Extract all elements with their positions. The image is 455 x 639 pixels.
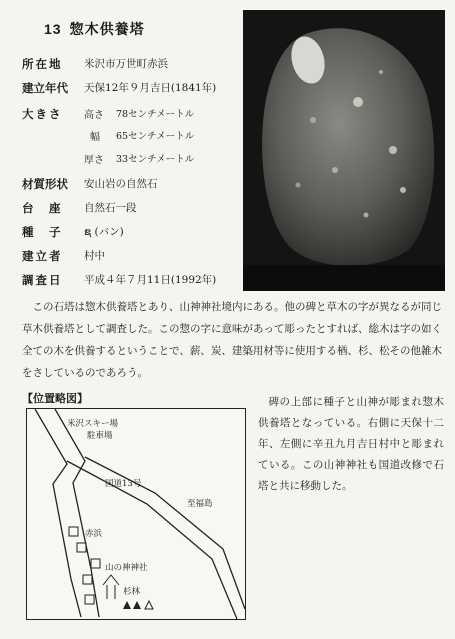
map-label-shrine: 山の神神社	[105, 563, 148, 573]
seed-label: 種 子	[22, 225, 63, 239]
thickness-value: 33センチメートル	[116, 154, 195, 165]
location-value: 米沢市万世町赤浜	[84, 58, 168, 70]
seed-value	[84, 224, 124, 239]
width-label: 幅	[90, 132, 100, 143]
width-value: 65センチメートル	[116, 131, 195, 142]
entry-name: 惣木供養塔	[69, 22, 145, 38]
size-label: 大きさ	[22, 107, 63, 121]
location-map	[26, 408, 246, 620]
side-description	[258, 392, 444, 497]
builder-label: 建立者	[22, 249, 63, 263]
map-label-akahama: 赤浜	[85, 529, 103, 539]
entry-number: 13	[44, 21, 62, 37]
description-paragraph: この石塔は惣木供養塔とあり、山神神社境内にある。他の碑と草木の字が異なるが同じ草木供養塔として調査した。この惣の字に意味があって彫ったとすれば、総木は字の如く全ての木を供養するということで、薪、炭、建築用材等に使用する楢、杉、松その他雑木をさしているのであろう。	[22, 301, 442, 379]
side-paragraph: 碑の上部に種子と山神が彫まれ惣木供養塔となっている。右側に天保十二年、左側に辛丑九月吉日村中と彫まれている。この山神神社も国道改修で石塔と共に移動した。	[258, 396, 444, 492]
map-label-ski-area: 米沢スキー場	[67, 419, 119, 429]
map-heading: 【位置略図】	[22, 392, 88, 405]
description-text	[22, 296, 442, 384]
seed-reading: (バン)	[94, 226, 124, 238]
map-label-route: 国道13号	[105, 479, 142, 489]
seed-glyph: ຊ	[84, 226, 92, 238]
survey-label: 調査日	[22, 273, 63, 287]
date-label: 建立年代	[22, 81, 68, 95]
page-title	[44, 19, 145, 39]
material-label: 材質形状	[22, 177, 68, 191]
map-label-cedar: 杉林	[123, 587, 141, 597]
date-value: 天保12年９月吉日(1841年)	[84, 82, 217, 94]
survey-value: 平成４年７月11日(1992年)	[84, 274, 217, 286]
base-label: 台 座	[22, 201, 63, 215]
material-value: 安山岩の自然石	[84, 178, 158, 190]
stone-photo	[243, 10, 445, 291]
height-label: 高さ	[84, 110, 104, 121]
height-value: 78センチメートル	[116, 109, 195, 120]
map-label-fukushima: 至福島	[187, 499, 213, 509]
thickness-label: 厚さ	[84, 155, 104, 166]
location-label: 所在地	[22, 57, 63, 71]
map-label-parking: 駐車場	[87, 431, 113, 441]
base-value: 自然石一段	[84, 202, 137, 214]
builder-value: 村中	[84, 250, 105, 262]
